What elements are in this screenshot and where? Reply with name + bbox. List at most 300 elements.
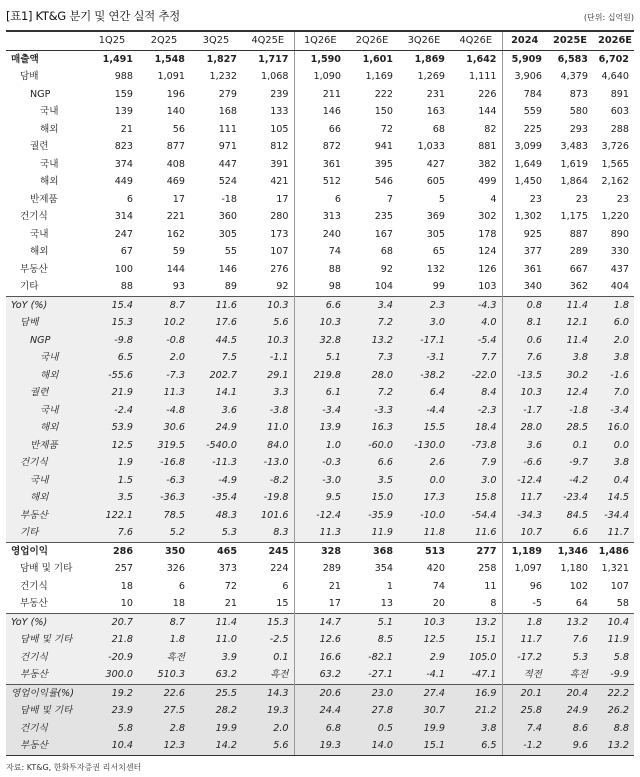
value-cell: 12.5 [86,437,138,455]
value-cell: 11.4 [547,296,593,314]
value-cell: 15.8 [450,489,502,507]
value-cell: 58 [616,598,629,609]
value-cell: 5.3 [547,649,593,667]
value-cell: 0.0 [593,437,634,455]
value-cell: -4.8 [138,402,190,420]
value-cell: 1,491 [102,53,133,65]
value-cell: 168 [218,106,237,117]
value-cell: 5.1 [346,613,398,631]
row-label: 담배 및 기타 [6,702,86,720]
value-cell: 7.5 [190,349,242,367]
table-row [6,103,634,121]
value-cell: 32.8 [294,332,346,350]
value-cell: -130.0 [398,437,450,455]
value-cell: 126 [478,263,497,275]
table-row [6,68,634,86]
value-cell: 0.1 [242,649,294,667]
value-cell: -16.8 [138,454,190,472]
value-cell: 11.9 [346,524,398,542]
value-cell: 25.5 [190,684,242,702]
value-cell: 2,162 [601,176,629,187]
value-cell: 122.1 [86,507,138,525]
value-cell: 5.8 [593,649,634,667]
value-cell: 11.3 [294,524,346,542]
value-cell: -12.4 [502,472,547,490]
row-label: 부동산 [6,666,86,684]
value-cell: 12.1 [547,314,593,332]
value-cell: -4.2 [547,472,593,490]
value-cell: 139 [114,106,133,117]
value-cell: 6.8 [294,720,346,738]
value-cell: 1,642 [466,53,497,65]
value-cell: 941 [374,141,393,152]
table-row [6,613,634,631]
value-cell: 103 [478,281,497,292]
value-cell: 3,483 [560,141,588,152]
value-cell: 흑전 [242,666,294,684]
value-cell: -34.3 [502,507,547,525]
value-cell: 1,565 [601,158,629,170]
value-cell: 78.5 [138,507,190,525]
value-cell: 7.0 [593,384,634,402]
value-cell: 12.6 [294,631,346,649]
value-cell: 257 [114,563,133,574]
value-cell: 7.6 [502,349,547,367]
value-cell: -55.6 [86,367,138,385]
value-cell: 6.6 [294,296,346,314]
value-cell: -38.2 [398,367,450,385]
value-cell: 361 [294,156,346,174]
table-row [6,454,634,472]
value-cell: -35.9 [346,507,398,525]
value-cell: 11.7 [593,524,634,542]
value-cell: 293 [569,123,588,135]
value-cell: 0.1 [547,437,593,455]
table-row [6,138,634,156]
table-row [6,631,634,649]
value-cell: -1.7 [502,402,547,420]
row-label: 국내 [6,472,86,490]
header-cell: 3Q26E [398,31,450,50]
table-row [6,507,634,525]
value-cell: 3.8 [450,720,502,738]
row-label: 해외 [6,419,86,437]
value-cell: 7 [386,193,393,205]
value-cell: 15.3 [86,314,138,332]
value-cell: 377 [502,243,547,261]
value-cell: 925 [502,226,547,244]
value-cell: 1.0 [294,437,346,455]
value-cell: 84.0 [242,437,294,455]
value-cell: 22.6 [138,684,190,702]
value-cell: 395 [374,158,393,170]
value-cell: 219.8 [294,367,346,385]
value-cell: 6 [294,191,346,209]
value-cell: 92 [276,281,289,292]
value-cell: 15.4 [86,296,138,314]
value-cell: 368 [346,542,398,560]
value-cell: 8.5 [346,631,398,649]
value-cell: 289 [569,246,588,257]
value-cell: 13 [380,598,393,609]
value-cell: 흑전 [547,666,593,684]
table-row [6,278,634,296]
value-cell: 1,189 [502,542,547,560]
table-row [6,737,634,755]
value-cell: 513 [398,542,450,560]
value-cell: 1,649 [502,156,547,174]
value-cell: 23 [616,193,629,205]
row-label: 영업이익 [6,542,86,560]
value-cell: 382 [478,158,497,170]
value-cell: 5.3 [190,524,242,542]
row-label: NGP [6,332,86,350]
value-cell: 510.3 [138,666,190,684]
value-cell: 92 [380,263,393,275]
value-cell: 15.3 [242,613,294,631]
value-cell: 369 [426,211,445,222]
value-cell: 340 [502,278,547,296]
header-cell: 3Q25 [190,31,242,50]
value-cell: 3.6 [190,402,242,420]
value-cell: 7.4 [502,720,547,738]
table-row [6,560,634,578]
value-cell: -27.1 [346,666,398,684]
value-cell: -9.9 [593,666,634,684]
value-cell: 10.3 [242,332,294,350]
value-cell: 226 [478,88,497,100]
value-cell: 305 [426,228,445,240]
value-cell: 3.8 [593,349,634,367]
value-cell: 2.8 [138,720,190,738]
value-cell: 124 [478,246,497,257]
row-label: 담배 [6,314,86,332]
value-cell: 27.4 [398,684,450,702]
value-cell: 3,099 [502,138,547,156]
value-cell: 8.3 [242,524,294,542]
row-label: 부동산 [20,263,48,275]
row-label: 해외 [30,246,49,257]
value-cell: 68 [380,246,393,257]
value-cell: 326 [166,563,185,574]
row-label: 부동산 [6,737,86,755]
row-label: 담배 및 기타 [6,631,86,649]
value-cell: 1,090 [294,68,346,86]
value-cell: -3.1 [398,349,450,367]
value-cell: -6.6 [502,454,547,472]
value-cell: 391 [270,158,289,170]
value-cell: 5.6 [242,737,294,755]
value-cell: 580 [569,106,588,117]
value-cell: -4.4 [398,402,450,420]
value-cell: 48.3 [190,507,242,525]
value-cell: 5.2 [138,524,190,542]
value-cell: 104 [374,281,393,292]
value-cell: 98 [294,278,346,296]
value-cell: 6.0 [593,314,634,332]
value-cell: 524 [218,176,237,187]
value-cell: 11.0 [242,419,294,437]
value-cell: 14.1 [190,384,242,402]
value-cell: 17 [172,193,185,205]
row-label: 건기식 [20,211,48,222]
table-row [6,173,634,191]
value-cell: 1,220 [601,211,629,222]
value-cell: -0.8 [138,332,190,350]
value-cell: 16.3 [346,419,398,437]
value-cell: -60.0 [346,437,398,455]
value-cell: -5.4 [450,332,502,350]
table-row [6,332,634,350]
value-cell: 7.2 [346,314,398,332]
value-cell: 1,619 [560,158,588,170]
value-cell: 603 [610,106,629,117]
value-cell: -13.0 [242,454,294,472]
value-cell: 235 [374,211,393,222]
earnings-table [6,30,634,756]
value-cell: -3.3 [346,402,398,420]
value-cell: 14.5 [593,489,634,507]
value-cell: 449 [114,176,133,187]
value-cell: -12.4 [294,507,346,525]
value-cell: 1,068 [261,71,289,82]
value-cell: -54.4 [450,507,502,525]
value-cell: -13.5 [502,367,547,385]
value-cell: 1 [386,580,393,592]
value-cell: 305 [218,228,237,240]
value-cell: -4.9 [190,472,242,490]
value-cell: 469 [166,176,185,187]
value-cell: 178 [478,228,497,240]
value-cell: 437 [610,263,629,275]
value-cell: 67 [120,246,133,257]
value-cell: -11.3 [190,454,242,472]
value-cell: 93 [172,281,185,292]
value-cell: 흑전 [138,649,190,667]
value-cell: 971 [218,141,237,152]
value-cell: 319.5 [138,437,190,455]
title-bar [6,6,634,28]
value-cell: 5.8 [86,720,138,738]
value-cell: 20.1 [502,684,547,702]
table-body [6,50,634,755]
value-cell: 247 [114,228,133,240]
row-label: NGP [30,88,51,100]
value-cell: 20.7 [86,613,138,631]
value-cell: 408 [166,158,185,170]
value-cell: 88 [120,281,133,292]
value-cell: 26.2 [593,702,634,720]
value-cell: 7.3 [346,349,398,367]
value-cell: 6.4 [398,384,450,402]
value-cell: 288 [610,123,629,135]
value-cell: -3.4 [294,402,346,420]
value-cell: 100 [114,263,133,275]
value-cell: 221 [166,211,185,222]
value-cell: 8.7 [138,296,190,314]
value-cell: 877 [166,141,185,152]
value-cell: 5.6 [242,314,294,332]
value-cell: 360 [218,211,237,222]
table-row [6,261,634,279]
value-cell: -22.0 [450,367,502,385]
value-cell: 23.9 [86,702,138,720]
value-cell: 44.5 [190,332,242,350]
value-cell: 277 [450,542,502,560]
value-cell: 16.0 [593,419,634,437]
value-cell: 10.4 [86,737,138,755]
value-cell: -82.1 [346,649,398,667]
value-cell: 279 [218,88,237,100]
value-cell: 6.5 [450,737,502,755]
value-cell: 30.7 [398,702,450,720]
value-cell: 1.8 [502,613,547,631]
header-cell: 1Q26E [294,31,346,50]
value-cell: 101.6 [242,507,294,525]
value-cell: -7.3 [138,367,190,385]
value-cell: 2.0 [242,720,294,738]
value-cell: 890 [610,228,629,240]
value-cell: 82 [484,123,497,135]
row-label: 국내 [40,158,59,170]
value-cell: 53.9 [86,419,138,437]
row-label: 기타 [6,524,86,542]
value-cell: 196 [166,88,185,100]
table-row [6,296,634,314]
value-cell: 5 [438,193,445,205]
value-cell: 9.5 [294,489,346,507]
table-row [6,437,634,455]
row-label: 해외 [6,489,86,507]
value-cell: 512 [294,173,346,191]
value-cell: 231 [426,88,445,100]
value-cell: 19.2 [86,684,138,702]
table-row [6,720,634,738]
value-cell: 224 [270,563,289,574]
value-cell: 140 [166,106,185,117]
value-cell: 10.3 [242,296,294,314]
table-row [6,191,634,209]
value-cell: -47.1 [450,666,502,684]
value-cell: 3.6 [502,437,547,455]
row-label: 건기식 [6,720,86,738]
value-cell: 10.7 [502,524,547,542]
value-cell: 14.7 [294,613,346,631]
value-cell: 88 [294,261,346,279]
value-cell: 15 [276,598,289,609]
value-cell: 6.5 [86,349,138,367]
value-cell: 2.9 [398,649,450,667]
value-cell: 132 [426,263,445,275]
value-cell: 1,486 [593,542,634,560]
value-cell: 1,450 [502,173,547,191]
value-cell: 354 [374,563,393,574]
value-cell: 146 [294,103,346,121]
value-cell: 27.5 [138,702,190,720]
value-cell: -3.4 [593,402,634,420]
value-cell: 5,909 [502,50,547,68]
value-cell: 17.6 [190,314,242,332]
value-cell: 111 [218,123,237,135]
value-cell: 15.1 [398,737,450,755]
table-row [6,226,634,244]
table-row [6,367,634,385]
value-cell: 68 [432,123,445,135]
value-cell: 99 [432,281,445,292]
row-label: 반제품 [6,437,86,455]
value-cell: 374 [114,158,133,170]
table-row [6,402,634,420]
value-cell: 3.4 [346,296,398,314]
value-cell: 1,180 [560,563,588,574]
row-label: 매출액 [11,53,39,65]
value-cell: 1,864 [560,176,588,187]
row-label: 부동산 [20,598,48,609]
row-label: 국내 [40,106,59,117]
value-cell: -36.3 [138,489,190,507]
value-cell: 162 [166,228,185,240]
value-cell: 29.1 [242,367,294,385]
value-cell: 1,269 [417,71,445,82]
value-cell: 4,379 [560,71,588,82]
value-cell: 11.7 [502,631,547,649]
value-cell: 1.5 [86,472,138,490]
value-cell: 1,097 [502,560,547,578]
value-cell: 24.9 [547,702,593,720]
value-cell: 362 [569,281,588,292]
value-cell: 559 [502,103,547,121]
header-cell: 2Q25 [138,31,190,50]
value-cell: -23.4 [547,489,593,507]
value-cell: 11.3 [138,384,190,402]
value-cell: 14.2 [190,737,242,755]
value-cell: 84.5 [547,507,593,525]
value-cell: 173 [270,228,289,240]
value-cell: -10.0 [398,507,450,525]
value-cell: 373 [218,563,237,574]
value-cell: 59 [172,246,185,257]
value-cell: 23 [575,193,588,205]
value-cell: 239 [270,88,289,100]
value-cell: 1.9 [86,454,138,472]
value-cell: 1,717 [258,53,289,65]
value-cell: 13.2 [547,613,593,631]
value-cell: 8.8 [593,720,634,738]
value-cell: 202.7 [190,367,242,385]
value-cell: -3.0 [294,472,346,490]
value-cell: 0.0 [398,472,450,490]
value-cell: 11.4 [547,332,593,350]
value-cell: 8 [490,598,497,609]
value-cell: -8.2 [242,472,294,490]
table-row [6,595,634,613]
table-row [6,649,634,667]
value-cell: 546 [374,176,393,187]
value-cell: 1,033 [417,141,445,152]
row-label: 반제품 [30,193,58,205]
value-cell: 72 [224,580,237,592]
value-cell: 12.4 [547,384,593,402]
value-cell: 1,111 [469,71,497,82]
table-row [6,684,634,702]
row-label: 부동산 [6,507,86,525]
value-cell: 11.7 [502,489,547,507]
value-cell: 6,702 [598,53,629,65]
value-cell: 1.8 [138,631,190,649]
value-cell: 1,091 [157,71,185,82]
value-cell: 10.3 [502,384,547,402]
value-cell: 133 [270,106,289,117]
